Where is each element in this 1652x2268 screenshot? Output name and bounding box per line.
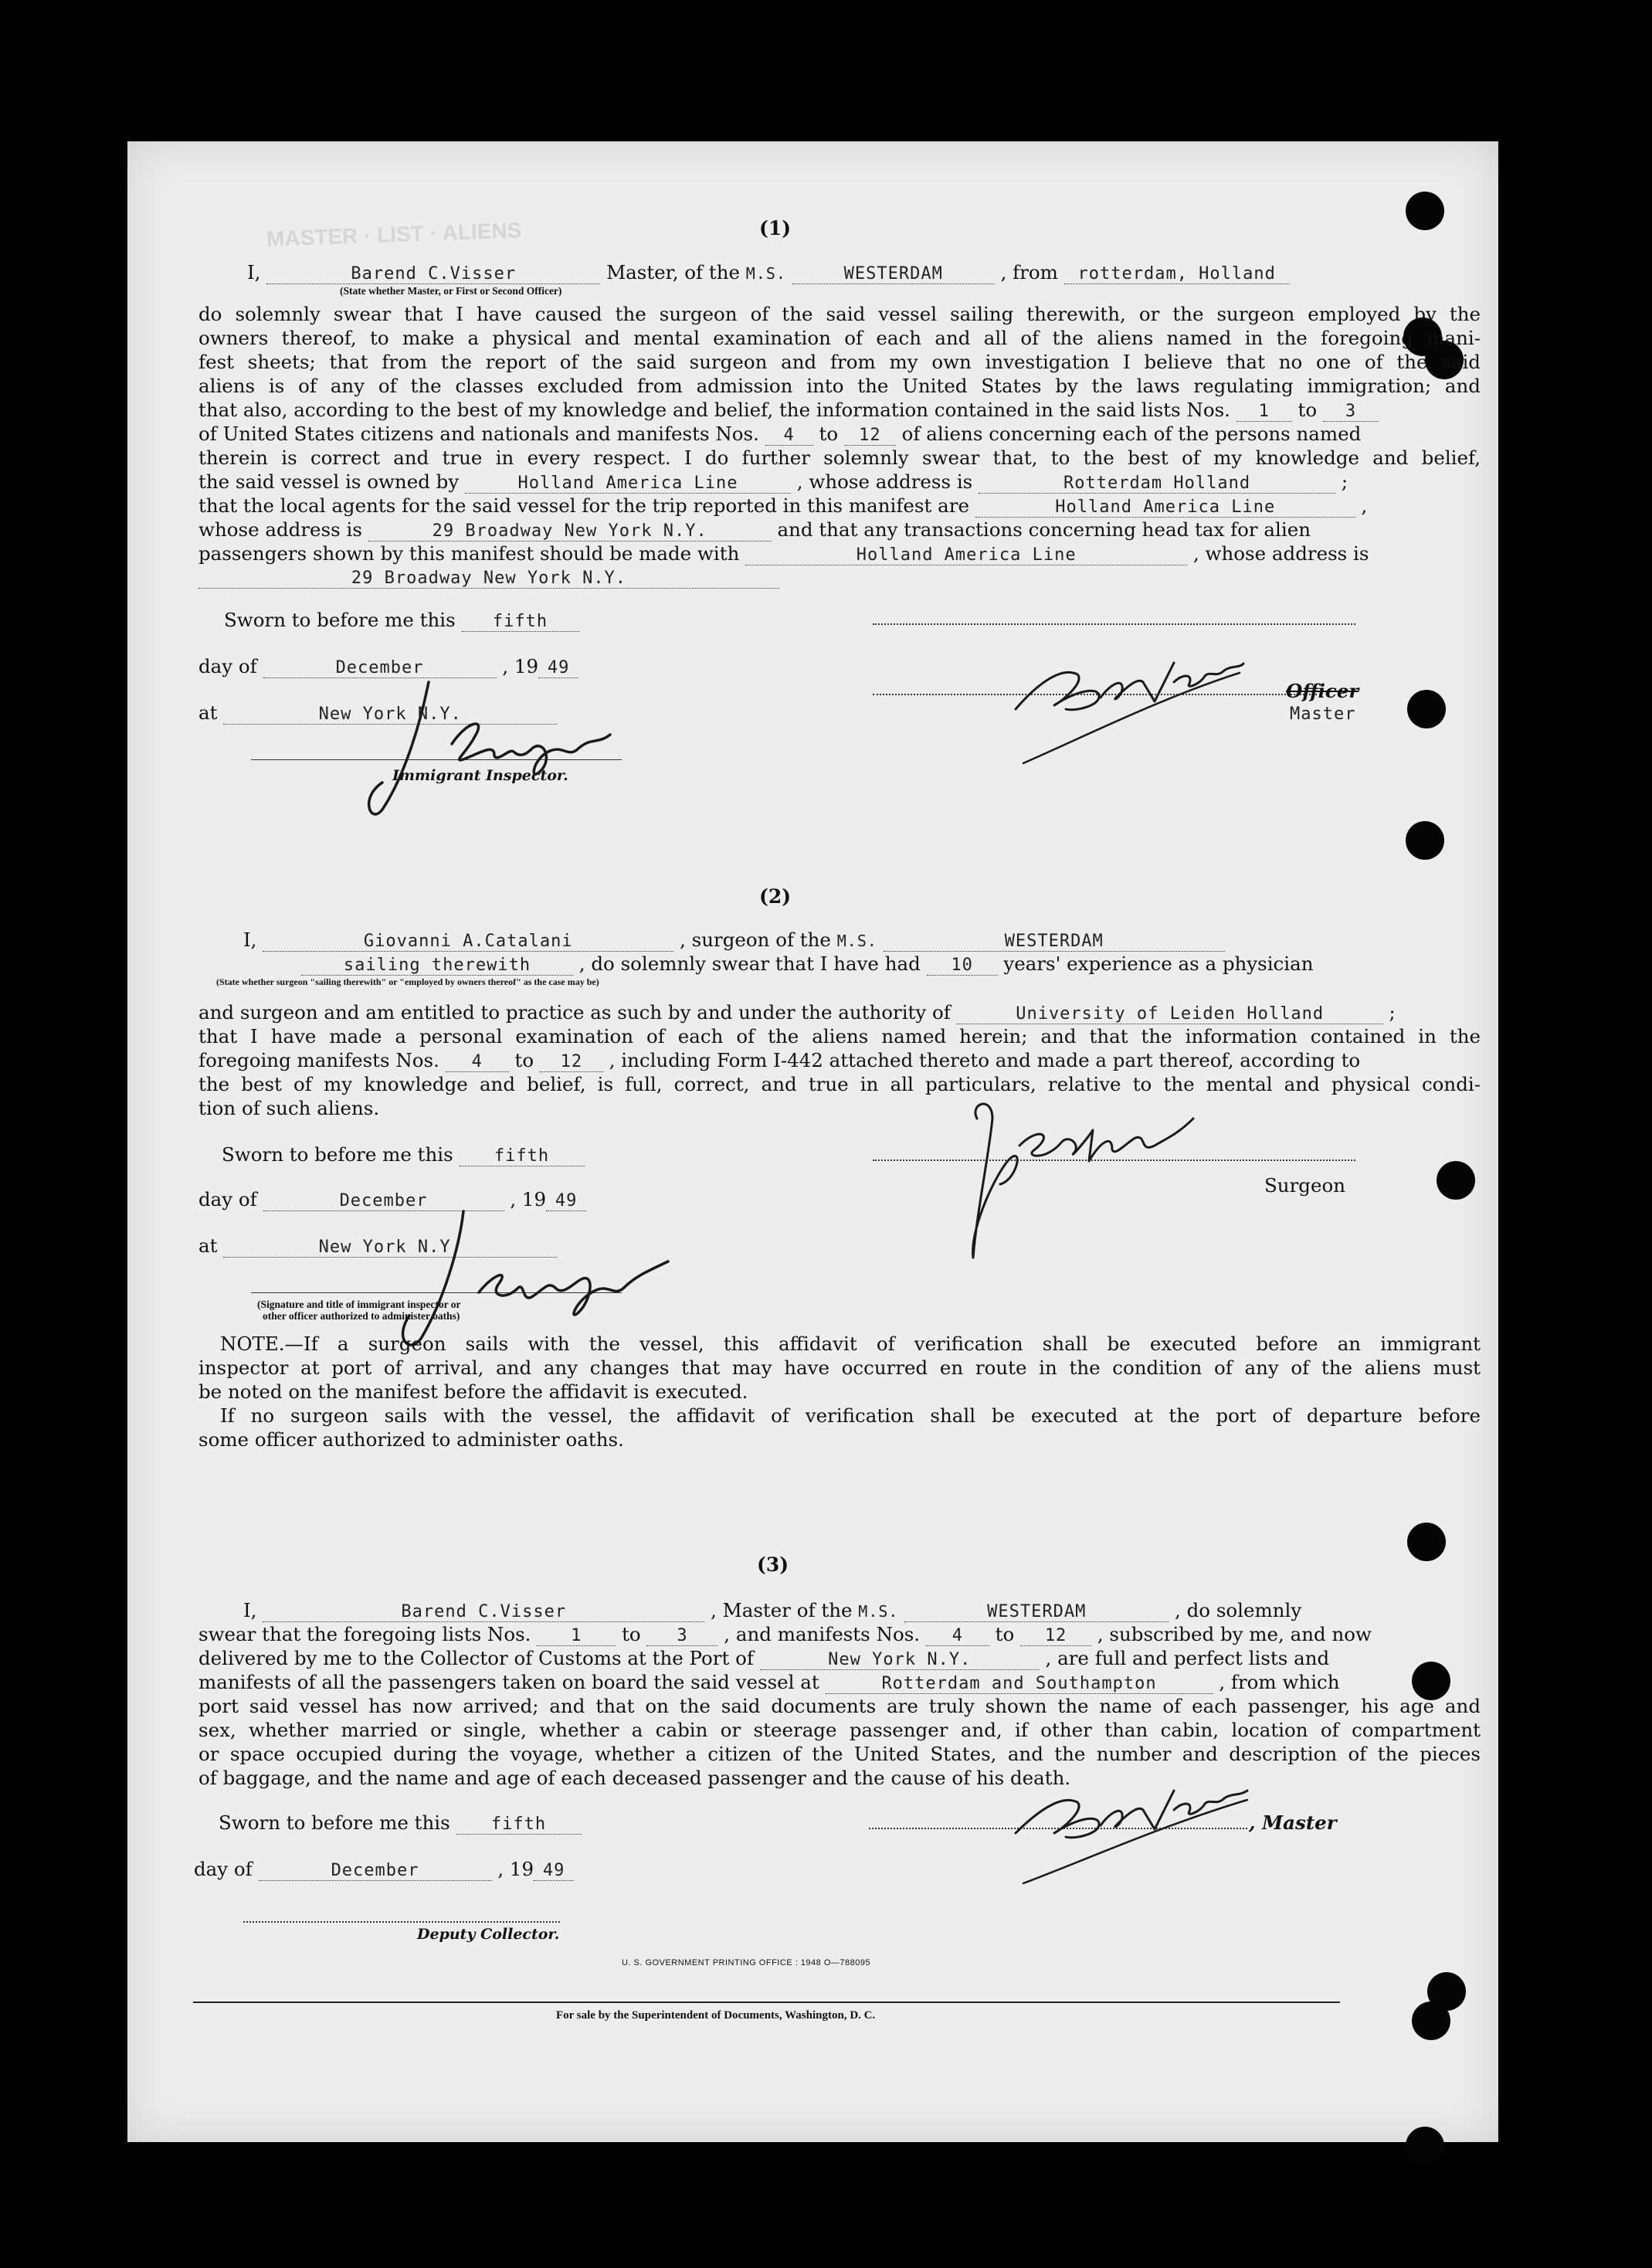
punch-hole	[1406, 2127, 1444, 2165]
departure-port: rotterdam, Holland	[1064, 265, 1290, 284]
s1-body-1: do solemnly swear that I have caused the surgeon of the said vessel sailing therewith, or the surgeon employed by the	[198, 303, 1481, 325]
s1-l9-text: that the local agents for the said vessel for the trip reported in this manifest are	[198, 494, 969, 517]
local-agents: Holland America Line	[975, 498, 1355, 518]
collector-port: New York N.Y.	[760, 1651, 1040, 1670]
s2-surgeon-of: , surgeon of the	[680, 929, 831, 951]
inspector-signature-1	[359, 674, 622, 829]
note-line-1: NOTE.—If a surgeon sails with the vessel, this affidavit of verification shall be executed before an immigrant	[220, 1333, 1481, 1355]
s3-day-of-label: day of	[194, 1858, 253, 1880]
s3-l2-to: to	[622, 1623, 641, 1645]
surgeon-name: Giovanni A.Catalani	[263, 932, 673, 952]
s3-day-of	[194, 1860, 574, 1881]
s1-l6-text: of United States citizens and nationals and manifests Nos.	[198, 423, 759, 445]
s1-l10-text: whose address is	[198, 518, 362, 541]
s3-sworn-label: Sworn to before me this	[219, 1811, 450, 1834]
s3-vessel-name: WESTERDAM	[904, 1603, 1169, 1622]
s3-l2-mid: , and manifests Nos.	[724, 1623, 921, 1645]
s2-year: 49	[546, 1192, 586, 1211]
punch-hole	[1437, 1161, 1475, 1200]
master-name: Barend C.Visser	[266, 265, 600, 284]
s1-year: 49	[538, 659, 578, 678]
surgeon-status: sailing therewith	[301, 956, 573, 976]
s1-sworn-label: Sworn to before me this	[224, 609, 456, 631]
s3-master-name: Barend C.Visser	[263, 1603, 704, 1622]
s2-surgeon-label: Surgeon	[1264, 1174, 1345, 1197]
s3-l2-mto: to	[995, 1623, 1015, 1645]
s2-manifests-to: 12	[540, 1053, 603, 1072]
punch-hole	[1406, 821, 1444, 860]
note-line-3: be noted on the manifest before the affidavit is executed.	[198, 1380, 748, 1403]
section-3-number: (3)	[757, 1553, 789, 1576]
section-2-number: (2)	[759, 885, 792, 908]
master-signature	[1008, 636, 1255, 767]
s2-l5-text: foregoing manifests Nos.	[198, 1049, 439, 1071]
punch-hole	[1406, 192, 1444, 230]
s1-line-8	[198, 470, 1348, 494]
printing-office-note: U. S. GOVERNMENT PRINTING OFFICE : 1948 O—788095	[622, 1958, 871, 1968]
sale-notice: For sale by the Superintendent of Documents, Washington, D. C.	[556, 2009, 876, 2022]
s3-sworn	[219, 1811, 582, 1835]
s3-line-2	[198, 1625, 1372, 1646]
s1-sworn-day: fifth	[462, 613, 579, 632]
s3-vessel-prefix: M.S.	[858, 1602, 899, 1621]
s2-line-7: tion of such aliens.	[198, 1097, 380, 1119]
s2-at-label: at	[198, 1234, 218, 1257]
agents-address: 29 Broadway New York N.Y.	[368, 522, 772, 542]
s3-i: I,	[243, 1599, 257, 1621]
s2-sig-caption-1: (Signature and title of immigrant inspector or	[257, 1299, 461, 1310]
s2-line-6: the best of my knowledge and belief, is full, correct, and true in all particulars, relative to the mental and physical condi-	[198, 1073, 1481, 1095]
s3-lists-to: 3	[646, 1627, 717, 1646]
s1-officer-label: Officer	[1286, 680, 1359, 702]
s3-body-2: sex, whether married or single, whether a cabin or steerage passenger and, if other than cabin, location of compartment	[198, 1719, 1481, 1741]
s1-officer-line-top	[873, 623, 1355, 625]
s3-lists-from: 1	[537, 1627, 616, 1646]
s2-sworn-day: fifth	[460, 1147, 585, 1166]
section-1-number: (1)	[759, 217, 792, 239]
bleed-through-mark: MASTER · LIST · ALIENS	[266, 218, 522, 251]
s3-l3-text: delivered by me to the Collector of Customs at the Port of	[198, 1647, 754, 1669]
s2-place: New York N.Y.	[223, 1238, 557, 1258]
s2-manifests-from: 4	[446, 1053, 509, 1072]
s1-l8-text: the said vessel is owned by	[198, 470, 460, 493]
s2-state-caption: (State whether surgeon "sailing therewith" or "employed by owners thereof" as the case may be)	[216, 976, 599, 987]
punch-hole	[1407, 1523, 1446, 1561]
s2-l3-text: and surgeon and am entitled to practice as such by and under the authority of	[198, 1001, 951, 1024]
s3-master-label: , Master	[1249, 1811, 1337, 1834]
s1-inspector-caption: Immigrant Inspector.	[392, 767, 568, 784]
licensing-authority: University of Leiden Holland	[957, 1005, 1383, 1024]
s2-line-4: that I have made a personal examination of each of the aliens named herein; and that the information contained in the	[198, 1025, 1481, 1047]
s2-sworn	[222, 1143, 585, 1166]
head-tax-party: Holland America Line	[745, 546, 1187, 565]
manifests-to: 12	[844, 426, 896, 446]
s1-body-2: owners thereof, to make a physical and mental examination of each and all of the aliens named in the foregoing mani-	[198, 327, 1481, 349]
punch-hole	[1412, 2001, 1450, 2040]
s2-line-1	[243, 931, 1225, 952]
s3-line-3	[198, 1649, 1329, 1670]
s1-line-5	[198, 401, 1379, 422]
s3-l2-text: swear that the foregoing lists Nos.	[198, 1623, 531, 1645]
s3-manifests-to: 12	[1020, 1627, 1091, 1646]
s3-line-1	[243, 1601, 1301, 1622]
s2-line-2	[301, 952, 1314, 976]
s1-l6-to: to	[819, 423, 839, 445]
s2-line-5	[198, 1051, 1360, 1072]
manifest-page	[127, 141, 1498, 2142]
s3-body-1: port said vessel has now arrived; and that on the said documents are truly shown the name of each passenger, his age and	[198, 1695, 1481, 1717]
s2-l5-to: to	[514, 1049, 534, 1071]
s2-l2-tail: years' experience as a physician	[1003, 952, 1314, 975]
s2-vessel-prefix: M.S.	[836, 932, 877, 950]
s3-l1-tail: , do solemnly	[1175, 1599, 1302, 1621]
s1-from: , from	[1000, 261, 1058, 284]
s2-sworn-label: Sworn to before me this	[222, 1143, 453, 1166]
s3-l3-tail: , are full and perfect lists and	[1045, 1647, 1330, 1669]
s1-line-11	[198, 542, 1369, 565]
master-signature-2	[1008, 1767, 1255, 1891]
s1-state-caption: (State whether Master, or First or Second Officer)	[340, 285, 562, 297]
s3-month: December	[259, 1862, 492, 1881]
s3-l4-tail: , from which	[1219, 1671, 1340, 1693]
s1-body-3: fest sheets; that from the report of the said surgeon and from my own investigation I believe that no one of the said	[198, 351, 1481, 373]
s1-place: New York N.Y.	[223, 705, 557, 725]
s1-l10-tail: and that any transactions concerning head tax for alien	[777, 518, 1311, 541]
s1-l8-end: ;	[1341, 470, 1348, 493]
s3-line-4	[198, 1673, 1340, 1694]
lists-from: 1	[1236, 402, 1292, 422]
s2-l2-text: , do solemnly swear that I have had	[578, 952, 921, 975]
s2-year-prefix: , 19	[510, 1188, 547, 1210]
s1-line-1	[247, 263, 1290, 284]
s2-line-3	[198, 1003, 1396, 1024]
s1-officer-written: Master	[1290, 705, 1356, 724]
s2-sig-caption-2: other officer authorized to administer oaths)	[263, 1310, 460, 1322]
s3-deputy-line	[243, 1921, 560, 1923]
s1-l8-mid: , whose address is	[796, 470, 973, 493]
s2-day-of-label: day of	[198, 1188, 257, 1210]
vessel-name: WESTERDAM	[792, 265, 995, 284]
vessel-prefix: M.S.	[745, 264, 786, 283]
s1-at-label: at	[198, 701, 218, 724]
s1-line-9	[198, 494, 1368, 518]
s1-year-prefix: , 19	[502, 655, 539, 677]
s2-month: December	[263, 1192, 504, 1211]
s1-line-7: therein is correct and true in every respect. I do further solemnly swear that, to the best of my knowledge and belief,	[198, 446, 1481, 469]
s1-body-4: aliens is of any of the classes excluded from admission into the United States by the laws regulating immigration; and	[198, 375, 1481, 397]
s1-l5-to: to	[1298, 399, 1318, 421]
s1-l11-tail: , whose address is	[1192, 542, 1369, 565]
s3-sworn-day: fifth	[456, 1815, 582, 1835]
owner-address: Rotterdam Holland	[979, 474, 1335, 494]
s1-month: December	[263, 659, 497, 678]
s3-l2-tail: , subscribed by me, and now	[1097, 1623, 1372, 1645]
s1-l9-end: ,	[1361, 494, 1368, 517]
s1-line-12	[198, 568, 779, 589]
vessel-owner: Holland America Line	[465, 474, 791, 494]
s2-l5-tail: , including Form I-442 attached thereto and made a part thereof, according to	[609, 1049, 1361, 1071]
note2-line-1: If no surgeon sails with the vessel, the affidavit of verification shall be executed at the port of departure before	[220, 1404, 1481, 1427]
s3-year-prefix: , 19	[497, 1858, 534, 1880]
s3-manifests-from: 4	[926, 1627, 989, 1646]
note2-line-2: some officer authorized to administer oaths.	[198, 1428, 624, 1451]
s3-year: 49	[534, 1862, 574, 1881]
s2-i: I,	[243, 929, 257, 951]
s1-master-of: Master, of the	[606, 261, 740, 284]
s2-vessel-name: WESTERDAM	[884, 932, 1225, 952]
s3-master-of: , Master of the	[711, 1599, 853, 1621]
s3-body-4: of baggage, and the name and age of each deceased passenger and the cause of his death.	[198, 1767, 1071, 1789]
s2-l3-end: ;	[1389, 1001, 1396, 1024]
s1-line-6	[198, 425, 1361, 446]
surgeon-signature	[946, 1088, 1224, 1273]
punch-hole	[1407, 690, 1446, 728]
s1-day-of-label: day of	[198, 655, 257, 677]
s1-line-10	[198, 518, 1311, 542]
s1-l11-text: passengers shown by this manifest should be made with	[198, 542, 740, 565]
embarkation-ports: Rotterdam and Southampton	[826, 1675, 1213, 1694]
manifests-from: 4	[765, 426, 813, 446]
head-tax-address: 29 Broadway New York N.Y.	[198, 569, 779, 589]
s1-sworn	[224, 611, 579, 632]
s1-i: I,	[247, 261, 261, 284]
footer-rule	[193, 2001, 1340, 2003]
s3-deputy-caption: Deputy Collector.	[417, 1926, 560, 1943]
s1-l5-text: that also, according to the best of my knowledge and belief, the information contained in the said lists Nos.	[198, 399, 1230, 421]
lists-to: 3	[1323, 402, 1379, 422]
s3-l4-text: manifests of all the passengers taken on board the said vessel at	[198, 1671, 819, 1693]
years-experience: 10	[927, 956, 998, 976]
s3-body-3: or space occupied during the voyage, whether a citizen of the United States, and the number and description of the pieces	[198, 1743, 1481, 1765]
s1-l6-tail: of aliens concerning each of the persons named	[901, 423, 1362, 445]
note-line-2: inspector at port of arrival, and any changes that may have occurred en route in the condition of any of the aliens must	[198, 1356, 1481, 1379]
